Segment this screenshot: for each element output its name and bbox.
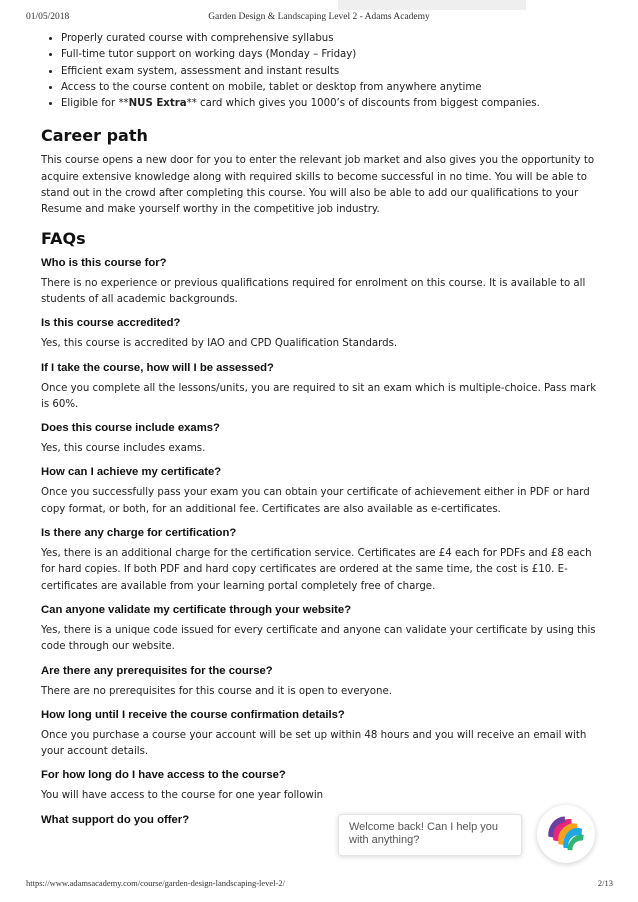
- faq-answer: Yes, there is an additional charge for the certification service. Certificates are £4 each for PDFs and £8 each for hard copies. If both PDF and hard copy certificates are ordered at the same time, the cost is £10. E-certificates are available from your learning portal completely free of charge.: [41, 548, 592, 592]
- faq-question: Who is this course for?: [41, 256, 167, 269]
- faq-answer: There are no prerequisites for this course and it is open to everyone.: [41, 685, 393, 697]
- document-content: [41, 31, 598, 833]
- faq-answer: There is no experience or previous qualifications required for enrolment on this course. It is available to all students of all academic backgrounds.: [41, 277, 586, 305]
- faq-answer: Once you complete all the lessons/units, you are required to sit an exam which is multiple-choice. Pass mark is 60%.: [41, 382, 597, 410]
- list-item-text: Access to the course content on mobile, tablet or desktop from anywhere anytime: [61, 81, 482, 93]
- faq-answer: Yes, this course includes exams.: [41, 443, 206, 455]
- faq-question: Is this course accredited?: [41, 317, 181, 330]
- list-item-text: Efficient exam system, assessment and instant results: [61, 65, 340, 77]
- faq-answer: You will have access to the course for one year followin: [41, 790, 324, 802]
- list-item: [61, 64, 598, 80]
- faq-answer: Once you successfully pass your exam you can obtain your certificate of achievement either in PDF or hard copy format, or both, for an additional fee. Certificates are also available as e-certificates.: [41, 487, 590, 515]
- chat-launcher-button[interactable]: [537, 805, 595, 863]
- faq-question: Is there any charge for certification?: [41, 527, 237, 540]
- chat-welcome-bubble[interactable]: [338, 814, 522, 856]
- list-item: [61, 47, 598, 63]
- career-path-heading: Career path: [41, 126, 148, 146]
- faq-answer: Yes, there is a unique code issued for every certificate and anyone can validate your certificate by using this code through our website.: [41, 624, 596, 653]
- chat-welcome-message: Welcome back! Can I help you with anything?: [349, 821, 498, 846]
- faqs-heading: FAQs: [41, 228, 86, 248]
- feature-list: [41, 31, 598, 112]
- list-item: [61, 80, 598, 96]
- print-page-number: 2/13: [597, 878, 613, 888]
- print-header: [0, 12, 638, 26]
- list-item-text: ** card which gives you 1000’s of discounts from biggest companies.: [186, 98, 540, 110]
- faq-question: Does this course include exams?: [41, 422, 220, 435]
- nus-extra-link[interactable]: NUS Extra: [128, 98, 187, 110]
- print-url: https://www.adamsacademy.com/course/garden-design-landscaping-level-2/: [26, 878, 286, 888]
- list-item: [61, 31, 598, 47]
- list-item-text: Full-time tutor support on working days (Monday – Friday): [61, 49, 357, 61]
- top-overlay-strip: [338, 0, 526, 10]
- list-item: [61, 96, 598, 112]
- faq-list: [41, 256, 598, 827]
- colorful-swirl-logo-icon: [537, 805, 595, 863]
- faq-answer: Yes, this course is accredited by IAO and CPD Qualification Standards.: [41, 338, 398, 350]
- print-footer: [0, 878, 638, 890]
- faq-question: What support do you offer?: [41, 813, 190, 826]
- faq-question: For how long do I have access to the course?: [41, 769, 286, 782]
- faq-question: Can anyone validate my certificate through your website?: [41, 603, 352, 616]
- faq-question: How long until I receive the course confirmation details?: [41, 708, 345, 721]
- list-item-text: Eligible for **: [61, 98, 129, 110]
- list-item-text: Properly curated course with comprehensive syllabus: [61, 33, 334, 44]
- print-date: 01/05/2018: [26, 12, 70, 22]
- faq-question: Are there any prerequisites for the course?: [41, 664, 273, 677]
- print-page-title: Garden Design & Landscaping Level 2 - Adams Academy: [208, 12, 430, 22]
- faq-question: How can I achieve my certificate?: [41, 466, 222, 479]
- faq-question: If I take the course, how will I be assessed?: [41, 361, 274, 374]
- faq-answer: Once you purchase a course your account will be set up within 48 hours and you will receive an email with your account details.: [41, 729, 587, 758]
- career-path-body: This course opens a new door for you to enter the relevant job market and also gives you the opportunity to acquire extensive knowledge along with required skills to become successful in no time. You will be able to stand out in the crowd after completing this course. You will also be able to add our qualifications to your Resume and make yourself worthy in the competitive job industry.: [41, 155, 595, 216]
